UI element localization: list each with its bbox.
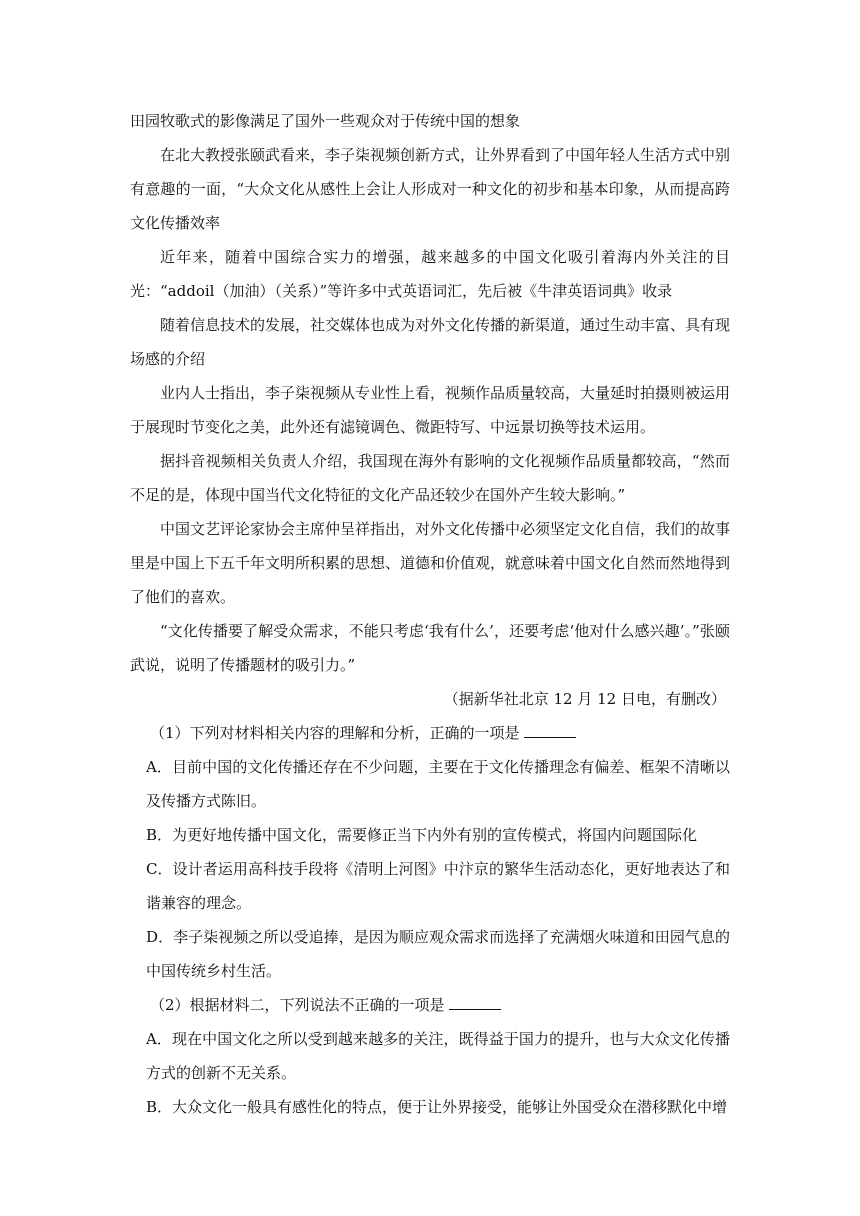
paragraph-4: 随着信息技术的发展，社交媒体也成为对外文化传播的新渠道，通过生动丰富、具有现场感的介绍 bbox=[130, 316, 731, 368]
question-1-option-c: C．设计者运用高科技手段将《清明上河图》中汴京的繁华生活动态化，更好地表达了和谐兼容的理念。 bbox=[146, 860, 730, 912]
question-2-text: （2）根据材料二，下列说法不正确的一项是 bbox=[150, 996, 445, 1014]
question-2-option-a: A．现在中国文化之所以受到越来越多的关注，既得益于国力的提升，也与大众文化传播方式的创新不无关系。 bbox=[146, 1030, 730, 1082]
question-1-text: （1）下列对材料相关内容的理解和分析，正确的一项是 bbox=[150, 724, 520, 742]
question-2-option-b: B．大众文化一般具有感性化的特点，便于让外界接受，能够让外国受众在潜移默化中增 bbox=[146, 1098, 728, 1116]
answer-blank[interactable] bbox=[449, 995, 501, 1010]
paragraph-7: 中国文艺评论家协会主席仲呈祥指出，对外文化传播中必须坚定文化自信，我们的故事里是中国上下五千年文明所积累的思想、道德和价值观，就意味着中国文化自然而然地得到了他们的喜欢。 bbox=[130, 520, 731, 606]
question-1-option-a: A．目前中国的文化传播还存在不少问题，主要在于文化传播理念有偏差、框架不清晰以及传播方式陈旧。 bbox=[146, 758, 730, 810]
paragraph-6: 据抖音视频相关负责人介绍，我国现在海外有影响的文化视频作品质量都较高，“然而不足的是，体现中国当代文化特征的文化产品还较少在国外产生较大影响。” bbox=[130, 452, 730, 504]
paragraph-1: 田园牧歌式的影像满足了国外一些观众对于传统中国的想象 bbox=[130, 112, 521, 130]
paragraph-8: “文化传播要了解受众需求，不能只考虑‘我有什么’，还要考虑‘他对什么感兴趣’。”张颐武说，说明了传播题材的吸引力。” bbox=[130, 622, 730, 674]
paragraph-5: 业内人士指出，李子柒视频从专业性上看，视频作品质量较高，大量延时拍摄则被运用于展现时节变化之美，此外还有滤镜调色、微距特写、中远景切换等技术运用。 bbox=[130, 384, 731, 436]
source-citation: （据新华社北京 12 月 12 日电，有删改） bbox=[443, 690, 726, 708]
paragraph-2: 在北大教授张颐武看来，李子柒视频创新方式，让外界看到了中国年轻人生活方式中别有意趣的一面，“大众文化从感性上会让人形成对一种文化的初步和基本印象，从而提高跨文化传播效率 bbox=[130, 146, 731, 232]
question-2-stem bbox=[130, 988, 730, 1022]
paragraph-3: 近年来，随着中国综合实力的增强，越来越多的中国文化吸引着海内外关注的目光：“addoil（加油）（关系）”等许多中式英语词汇，先后被《牛津英语词典》收录 bbox=[130, 248, 730, 300]
answer-blank[interactable] bbox=[524, 723, 576, 738]
question-1-option-b: B．为更好地传播中国文化，需要修正当下内外有别的宣传模式，将国内问题国际化 bbox=[146, 826, 698, 844]
question-1-stem bbox=[130, 716, 730, 750]
question-1-option-d: D．李子柒视频之所以受追捧，是因为顺应观众需求而选择了充满烟火味道和田园气息的中国传统乡村生活。 bbox=[146, 928, 730, 980]
